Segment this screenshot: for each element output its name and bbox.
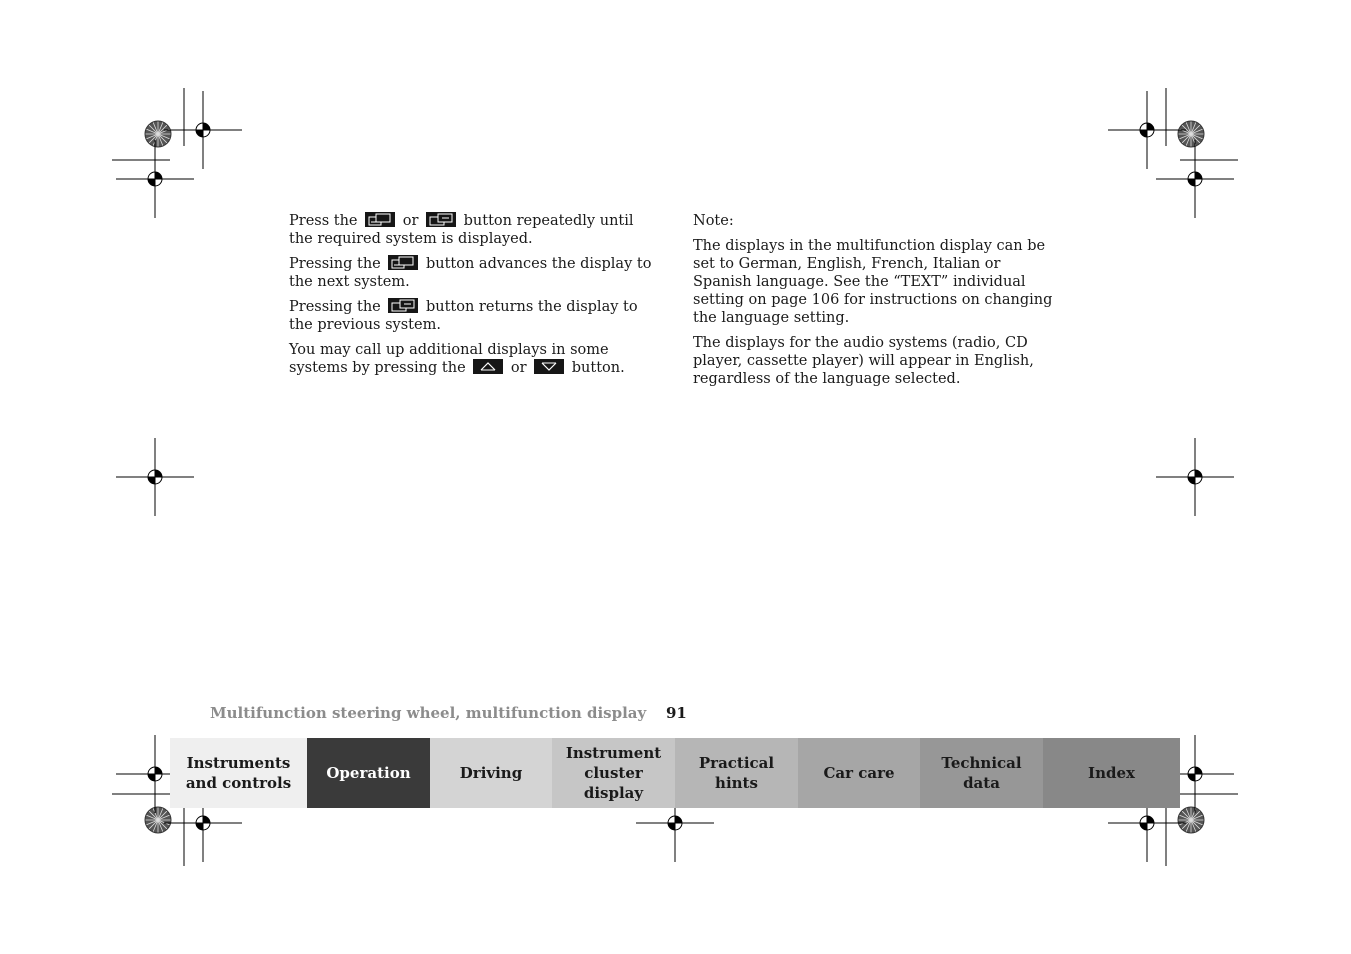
text: button. — [571, 360, 625, 376]
display-prev-button-icon — [388, 298, 418, 313]
paragraph-advance — [289, 255, 659, 291]
chapter-tabs — [170, 738, 1180, 808]
text: Press the — [289, 213, 358, 229]
down-arrow-button-icon — [534, 359, 564, 374]
text: or — [402, 213, 419, 229]
tab-technical-data[interactable]: Technical data — [920, 738, 1043, 808]
tab-car-care[interactable]: Car care — [798, 738, 920, 808]
display-next-button-icon — [365, 212, 395, 227]
section-title: Multifunction steering wheel, multifunction display — [210, 704, 647, 722]
tab-index[interactable]: Index — [1043, 738, 1180, 808]
tab-operation[interactable]: Operation — [307, 738, 430, 808]
text: or — [510, 360, 527, 376]
note-label: Note: — [693, 213, 734, 229]
display-prev-button-icon — [426, 212, 456, 227]
text: button advances the display to the next system. — [289, 256, 652, 290]
paragraph-return — [289, 298, 659, 334]
text: button returns the display to the previous system. — [289, 299, 638, 333]
up-arrow-button-icon — [473, 359, 503, 374]
display-next-button-icon — [388, 255, 418, 270]
text: Pressing the — [289, 256, 381, 272]
paragraph-additional-displays — [289, 341, 659, 377]
note-paragraph-languages: The displays in the multifunction display can be set to German, English, French, Italian or Spanish language. See the “TEXT” individual setting on page 106 for instructions on changing the language setting. — [693, 238, 1053, 326]
text: You may call up additional displays in some systems by pressing the — [289, 342, 609, 376]
left-column — [289, 212, 659, 384]
paragraph-repeat-press — [289, 212, 659, 248]
tab-instruments-and-controls[interactable]: Instruments and controls — [170, 738, 307, 808]
text: Pressing the — [289, 299, 381, 315]
note-paragraph-audio: The displays for the audio systems (radio, CD player, cassette player) will appear in English, regardless of the language selected. — [693, 335, 1034, 387]
tab-driving[interactable]: Driving — [430, 738, 552, 808]
page-number: 91 — [666, 704, 687, 722]
tab-practical-hints[interactable]: Practical hints — [675, 738, 798, 808]
tab-instrument-cluster-display[interactable]: Instrument cluster display — [552, 738, 675, 808]
text: button repeatedly until the required system is displayed. — [289, 213, 634, 247]
right-column — [693, 212, 1063, 395]
